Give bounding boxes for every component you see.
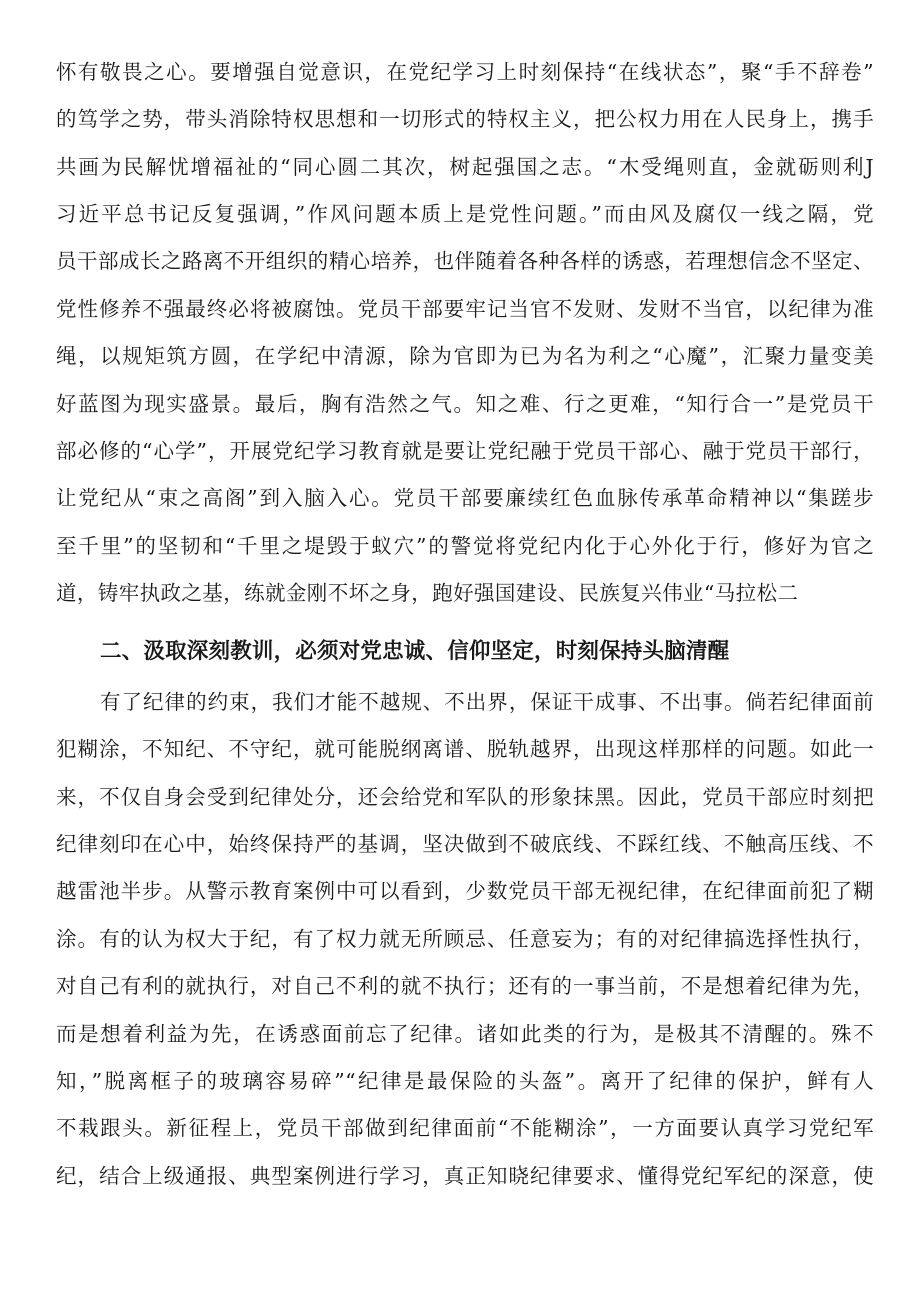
paragraph-1-line-10: 让党纪从“束之高阁”到入脑入心。党员干部要廉续红色血脉传承革命精神以“集蹉步 <box>56 486 874 510</box>
paragraph-2-line-4: 纪律刻印在心中，始终保持严的基调，坚决做到不破底线、不踩红线、不触高压线、不 <box>56 832 874 856</box>
paragraph-1-line-6: 党性修养不强最终必将被腐蚀。党员干部要牢记当官不发财、发财不当官，以纪律为准 <box>56 297 874 321</box>
paragraph-2-line-5: 越雷池半步。从警示教育案例中可以看到，少数党员干部无视纪律，在纪律面前犯了糊 <box>56 879 874 903</box>
paragraph-1-line-4: 习近平总书记反复强调，”作风问题本质上是党性问题。”而由风及腐仅一线之隔，党 <box>56 202 874 226</box>
paragraph-2-line-9: 知，”脱离框子的玻璃容易碎”“纪律是最保险的头盔”。离开了纪律的保护，鲜有人 <box>56 1069 874 1093</box>
paragraph-1-line-7: 绳，以规矩筑方圆，在学纪中清源，除为官即为已为名为利之“心魔”，汇聚力量变美 <box>56 344 874 368</box>
paragraph-1-line-5: 员干部成长之路离不开组织的精心培养，也伴随着各种各样的诱惑，若理想信念不坚定、 <box>56 249 874 273</box>
paragraph-1-line-1: 怀有敬畏之心。要增强自觉意识，在党纪学习上时刻保持“在线状态”，聚“手不辞卷” <box>56 60 874 84</box>
paragraph-2-line-1: 有了纪律的约束，我们才能不越规、不出界，保证干成事、不出事。倘若纪律面前 <box>100 690 874 714</box>
paragraph-2-line-10: 不栽跟头。新征程上，党员干部做到纪律面前“不能糊涂”，一方面要认真学习党纪军 <box>56 1116 874 1140</box>
paragraph-1-line-11: 至千里”的坚韧和“千里之堤毁于蚁穴”的警觉将党纪内化于心外化于行，修好为官之 <box>56 534 874 558</box>
paragraph-2-line-6: 涂。有的认为权大于纪，有了权力就无所顾忌、任意妄为；有的对纪律搞选择性执行， <box>56 927 874 951</box>
paragraph-2-line-3: 来，不仅自身会受到纪律处分，还会给党和军队的形象抹黑。因此，党员干部应时刻把 <box>56 785 874 809</box>
paragraph-1-line-8: 好蓝图为现实盛景。最后，胸有浩然之气。知之难、行之更难，“知行合一”是党员干 <box>56 392 874 416</box>
paragraph-2-line-8: 而是想着利益为先，在诱惑面前忘了纪律。诸如此类的行为，是极其不清醒的。殊不 <box>56 1022 874 1046</box>
paragraph-1-line-2: 的笃学之势，带头消除特权思想和一切形式的特权主义，把公权力用在人民身上，携手 <box>56 107 874 131</box>
paragraph-2-line-7: 对自己有利的就执行，对自己不利的就不执行；还有的一事当前，不是想着纪律为先， <box>56 974 874 998</box>
paragraph-2-line-2: 犯糊涂，不知纪、不守纪，就可能脱纲离谱、脱轨越界，出现这样那样的问题。如此一 <box>56 737 874 761</box>
paragraph-2-line-11: 纪，结合上级通报、典型案例进行学习，真正知晓纪律要求、懂得党纪军纪的深意，使 <box>56 1164 874 1188</box>
paragraph-1-line-3: 共画为民解忧增福祉的“同心圆二其次，树起强国之志。“木受绳则直，金就砺则利J <box>56 155 874 179</box>
section-heading: 二、汲取深刻教训，必须对党忠诚、信仰坚定，时刻保持头脑清醒 <box>100 639 730 664</box>
paragraph-1-line-9: 部必修的“心学”，开展党纪学习教育就是要让党纪融于党员干部心、融于党员干部行， <box>56 439 874 463</box>
paragraph-1-line-12: 道，铸牢执政之基，练就金刚不坏之身，跑好强国建设、民族复兴伟业“马拉松二 <box>56 581 799 605</box>
